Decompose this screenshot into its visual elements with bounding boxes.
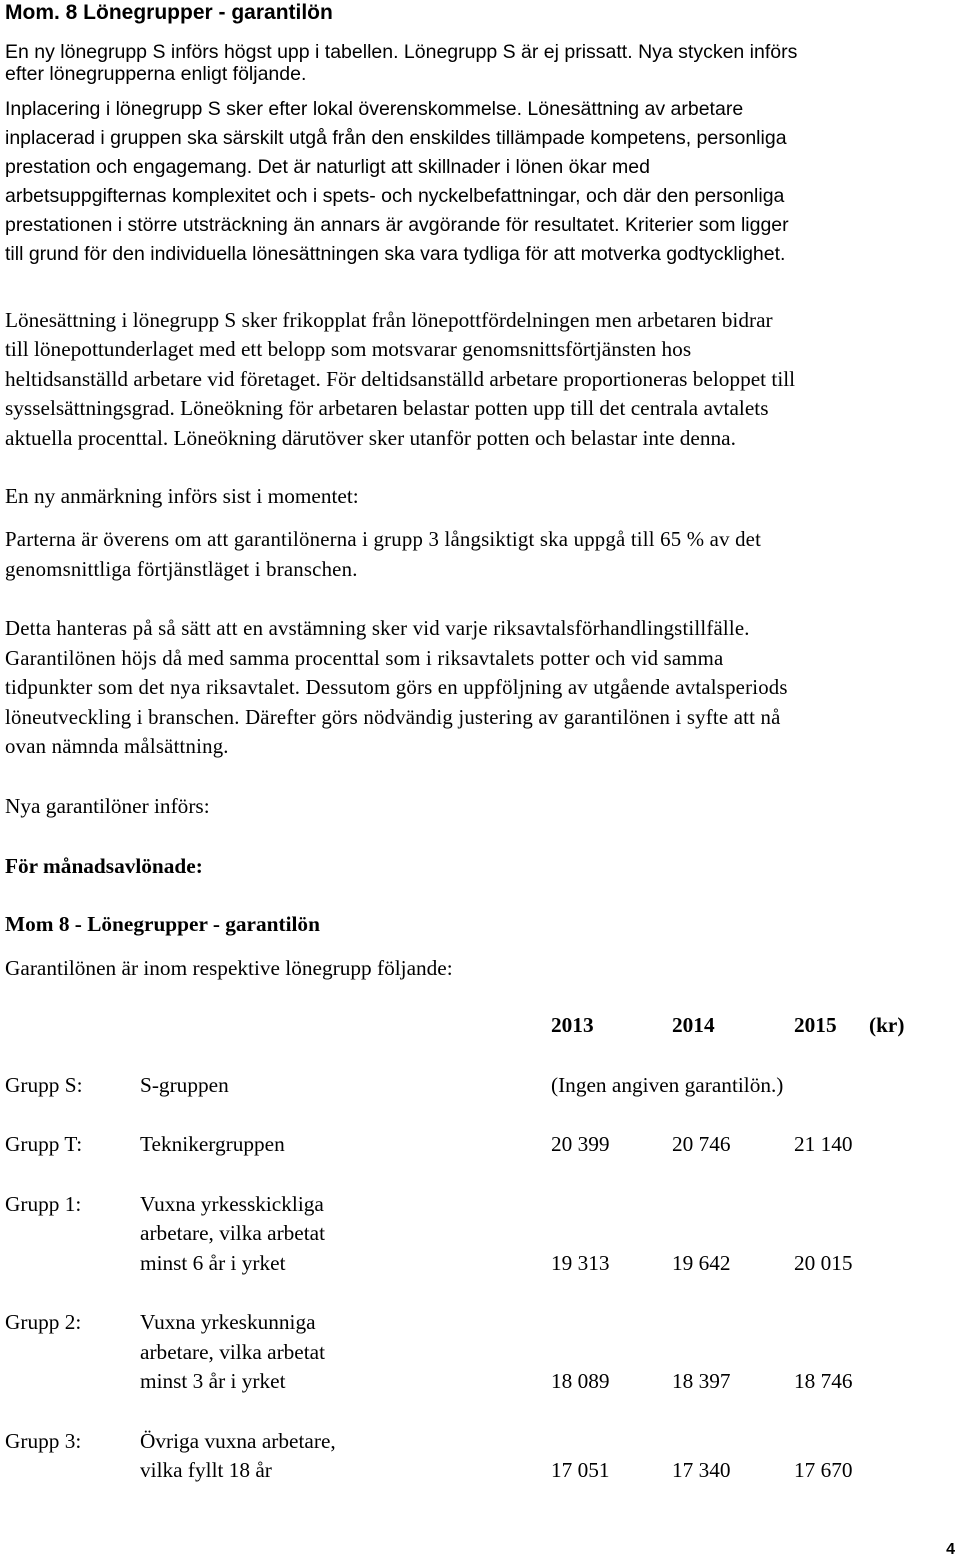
note-intro: En ny anmärkning införs sist i momentet: (5, 484, 359, 508)
group-label: Grupp 1: (5, 1192, 82, 1216)
group-description: S-gruppen (140, 1073, 229, 1097)
group-description: Teknikergruppen (140, 1132, 285, 1156)
unit-header: (kr) (869, 1013, 905, 1037)
wage-value: 17 340 (672, 1458, 731, 1482)
section-heading: Mom. 8 Lönegrupper - garantilön (5, 1, 333, 24)
wage-value: 20 015 (794, 1251, 853, 1275)
group-note: (Ingen angiven garantilön.) (551, 1073, 784, 1097)
intro-line: prestationen i större utsträckning än annars är avgörande för resultatet. Kriterier som ligger (5, 214, 789, 236)
wage-value: 18 746 (794, 1369, 853, 1393)
paragraph-line: Garantilönen höjs då med samma procenttal som i riksavtalets potter och vid samma (5, 647, 724, 670)
wage-value: 18 397 (672, 1369, 731, 1393)
group-label: Grupp T: (5, 1132, 83, 1156)
group-description: Övriga vuxna arbetare, (140, 1429, 336, 1453)
mom-intro: Garantilönen är inom respektive lönegrupp följande: (5, 956, 453, 980)
group-description: minst 6 år i yrket (140, 1251, 286, 1275)
wage-value: 19 642 (672, 1251, 731, 1275)
paragraph-line: till lönepottunderlaget med ett belopp som motsvarar genomsnittsförtjänsten hos (5, 337, 692, 361)
monthly-heading: För månadsavlönade: (5, 854, 203, 878)
note-line: genomsnittliga förtjänstläget i branschen. (5, 558, 358, 581)
group-label: Grupp 3: (5, 1429, 82, 1453)
group-description: Vuxna yrkesskickliga (140, 1192, 324, 1216)
mom-heading: Mom 8 - Lönegrupper - garantilön (5, 912, 320, 936)
wage-value: 17 670 (794, 1458, 853, 1482)
year-header: 2013 (551, 1013, 594, 1037)
intro-line: En ny lönegrupp S införs högst upp i tabellen. Lönegrupp S är ej prissatt. Nya stycken införs (5, 41, 798, 63)
paragraph-line: tidpunkter som det nya riksavtalet. Dessutom görs en uppföljning av utgående avtalsperiods (5, 676, 788, 699)
group-description: vilka fyllt 18 år (140, 1458, 272, 1482)
wage-value: 20 399 (551, 1132, 610, 1156)
wage-value: 18 089 (551, 1369, 610, 1393)
note-line: Parterna är överens om att garantilönerna i grupp 3 långsiktigt ska uppgå till 65 % av det (5, 528, 762, 551)
paragraph-line: Detta hanteras på så sätt att en avstämning sker vid varje riksavtalsförhandlingstillfälle. (5, 617, 750, 640)
year-header: 2015 (794, 1013, 837, 1037)
group-label: Grupp S: (5, 1073, 83, 1097)
new-wages-text: Nya garantilöner införs: (5, 794, 210, 818)
paragraph-line: heltidsanställd arbetare vid företaget. För deltidsanställd arbetare proportioneras beloppet till (5, 367, 796, 391)
paragraph-line: aktuella procenttal. Löneökning därutöver sker utanför potten och belastar inte denna. (5, 426, 736, 450)
wage-value: 20 746 (672, 1132, 731, 1156)
paragraph-line: ovan nämnda målsättning. (5, 735, 229, 758)
wage-value: 17 051 (551, 1458, 610, 1482)
wage-value: 21 140 (794, 1132, 853, 1156)
paragraph-line: löneutveckling i branschen. Därefter görs nödvändig justering av garantilönen i syfte att nå (5, 706, 781, 729)
group-description: Vuxna yrkeskunniga (140, 1310, 316, 1334)
wage-value: 19 313 (551, 1251, 610, 1275)
paragraph-line: Lönesättning i lönegrupp S sker frikopplat från lönepottfördelningen men arbetaren bidrar (5, 308, 773, 332)
intro-line: prestation och engagemang. Det är naturligt att skillnader i lönen ökar med (5, 156, 650, 178)
intro-line: efter lönegrupperna enligt följande. (5, 63, 307, 85)
page-number: 4 (946, 1541, 955, 1558)
intro-line: inplacerad i gruppen ska särskilt utgå från den enskildes tillämpade kompetens, personliga (5, 127, 787, 149)
intro-line: arbetsuppgifternas komplexitet och i spets- och nyckelbefattningar, och där den personliga (5, 185, 785, 207)
group-label: Grupp 2: (5, 1310, 82, 1334)
intro-line: till grund för den individuella lönesättningen ska vara tydliga för att motverka godtycklighet. (5, 243, 786, 265)
year-header: 2014 (672, 1013, 715, 1037)
group-description: arbetare, vilka arbetat (140, 1221, 326, 1245)
paragraph-line: sysselsättningsgrad. Löneökning för arbetaren belastar potten upp till det centrala avtalets (5, 396, 769, 420)
intro-line: Inplacering i lönegrupp S sker efter lokal överenskommelse. Lönesättning av arbetare (5, 98, 744, 120)
group-description: arbetare, vilka arbetat (140, 1340, 326, 1364)
group-description: minst 3 år i yrket (140, 1369, 286, 1393)
